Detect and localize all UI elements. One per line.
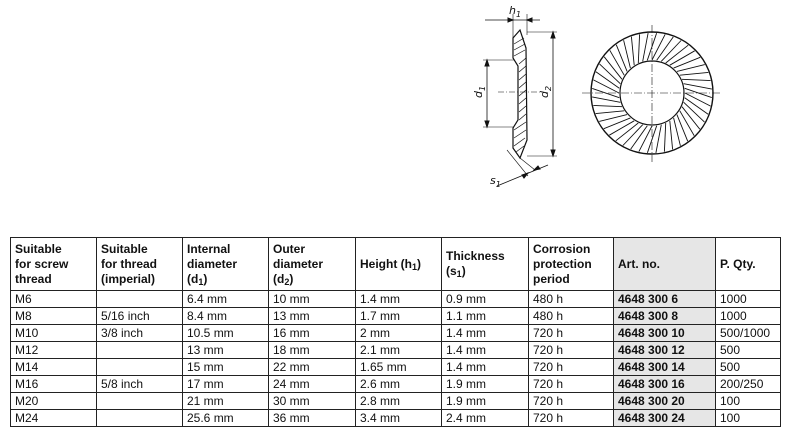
cell-thickness: 1.4 mm: [442, 342, 529, 359]
cell-outer-diameter: 16 mm: [269, 325, 356, 342]
cell-internal-diameter: 13 mm: [183, 342, 269, 359]
cell-screw-thread: M10: [11, 325, 97, 342]
cell-pack-qty: 200/250: [716, 376, 781, 393]
table-row: [11, 376, 781, 393]
cell-outer-diameter: 18 mm: [269, 342, 356, 359]
header-thickness: Thickness $(s_1)$: [442, 238, 529, 291]
table-row: [11, 325, 781, 342]
cell-imperial-thread: [97, 410, 183, 427]
cell-internal-diameter: 10.5 mm: [183, 325, 269, 342]
cell-corrosion-period: 720 h: [529, 359, 614, 376]
cell-imperial-thread: 3/8 inch: [97, 325, 183, 342]
header-imperial-thread: Suitable for thread (imperial): [97, 238, 183, 291]
cell-height: 2.8 mm: [356, 393, 442, 410]
header-corrosion-protection: Corrosion protection period: [529, 238, 614, 291]
table-row: [11, 308, 781, 325]
cell-imperial-thread: 5/16 inch: [97, 308, 183, 325]
cell-art-no: 4648 300 10: [614, 325, 716, 342]
cell-thickness: 1.9 mm: [442, 376, 529, 393]
cell-corrosion-period: 720 h: [529, 342, 614, 359]
label-d1: $d_1$: [472, 85, 487, 98]
label-d2: $d_2$: [538, 85, 553, 98]
cell-corrosion-period: 720 h: [529, 325, 614, 342]
header-art-no: Art. no.: [614, 238, 716, 291]
cell-screw-thread: M12: [11, 342, 97, 359]
cell-corrosion-period: 720 h: [529, 393, 614, 410]
cell-outer-diameter: 13 mm: [269, 308, 356, 325]
cell-imperial-thread: 5/8 inch: [97, 376, 183, 393]
table-row: [11, 410, 781, 427]
header-internal-diameter: Internal diameter $(d_1)$: [183, 238, 269, 291]
cell-outer-diameter: 30 mm: [269, 393, 356, 410]
cell-pack-qty: 1000: [716, 291, 781, 308]
cell-imperial-thread: [97, 291, 183, 308]
cell-height: 1.4 mm: [356, 291, 442, 308]
cell-height: 3.4 mm: [356, 410, 442, 427]
cell-height: 2.6 mm: [356, 376, 442, 393]
cell-imperial-thread: [97, 342, 183, 359]
cell-internal-diameter: 15 mm: [183, 359, 269, 376]
cell-internal-diameter: 21 mm: [183, 393, 269, 410]
cell-pack-qty: 100: [716, 410, 781, 427]
cell-internal-diameter: 25.6 mm: [183, 410, 269, 427]
cell-thickness: 2.4 mm: [442, 410, 529, 427]
cell-art-no: 4648 300 8: [614, 308, 716, 325]
cell-screw-thread: M16: [11, 376, 97, 393]
cell-art-no: 4648 300 24: [614, 410, 716, 427]
cell-imperial-thread: [97, 393, 183, 410]
cell-corrosion-period: 720 h: [529, 410, 614, 427]
header-screw-thread: Suitable for screw thread: [11, 238, 97, 291]
cell-thickness: 1.9 mm: [442, 393, 529, 410]
washer-technical-drawing: [455, 0, 790, 200]
cell-pack-qty: 500: [716, 359, 781, 376]
cell-pack-qty: 500: [716, 342, 781, 359]
cell-art-no: 4648 300 14: [614, 359, 716, 376]
label-h1: $h_1$: [509, 4, 522, 19]
table-row: [11, 342, 781, 359]
cell-pack-qty: 500/1000: [716, 325, 781, 342]
table-header-row: [11, 238, 781, 291]
label-s1: $s_1$: [490, 174, 501, 189]
header-height: Height $(h_1)$: [356, 238, 442, 291]
cell-thickness: 1.1 mm: [442, 308, 529, 325]
cell-screw-thread: M14: [11, 359, 97, 376]
cell-internal-diameter: 17 mm: [183, 376, 269, 393]
cell-thickness: 1.4 mm: [442, 359, 529, 376]
cell-screw-thread: M24: [11, 410, 97, 427]
cell-corrosion-period: 480 h: [529, 308, 614, 325]
cell-art-no: 4648 300 16: [614, 376, 716, 393]
cell-imperial-thread: [97, 359, 183, 376]
header-pack-qty: P. Qty.: [716, 238, 781, 291]
cell-height: 1.65 mm: [356, 359, 442, 376]
cell-corrosion-period: 480 h: [529, 291, 614, 308]
cell-internal-diameter: 6.4 mm: [183, 291, 269, 308]
cell-art-no: 4648 300 20: [614, 393, 716, 410]
cell-screw-thread: M6: [11, 291, 97, 308]
cell-art-no: 4648 300 12: [614, 342, 716, 359]
washer-side-view: [483, 14, 557, 186]
cell-thickness: 1.4 mm: [442, 325, 529, 342]
cell-pack-qty: 100: [716, 393, 781, 410]
cell-height: 2 mm: [356, 325, 442, 342]
cell-internal-diameter: 8.4 mm: [183, 308, 269, 325]
cell-art-no: 4648 300 6: [614, 291, 716, 308]
table-row: [11, 359, 781, 376]
washer-front-view: [582, 25, 722, 162]
cell-corrosion-period: 720 h: [529, 376, 614, 393]
cell-screw-thread: M20: [11, 393, 97, 410]
cell-thickness: 0.9 mm: [442, 291, 529, 308]
cell-outer-diameter: 24 mm: [269, 376, 356, 393]
cell-screw-thread: M8: [11, 308, 97, 325]
table-row: [11, 393, 781, 410]
specification-table: [10, 237, 781, 427]
cell-height: 1.7 mm: [356, 308, 442, 325]
cell-outer-diameter: 22 mm: [269, 359, 356, 376]
table-row: [11, 291, 781, 308]
cell-pack-qty: 1000: [716, 308, 781, 325]
header-outer-diameter: Outer diameter $(d_2)$: [269, 238, 356, 291]
cell-outer-diameter: 10 mm: [269, 291, 356, 308]
cell-outer-diameter: 36 mm: [269, 410, 356, 427]
cell-height: 2.1 mm: [356, 342, 442, 359]
